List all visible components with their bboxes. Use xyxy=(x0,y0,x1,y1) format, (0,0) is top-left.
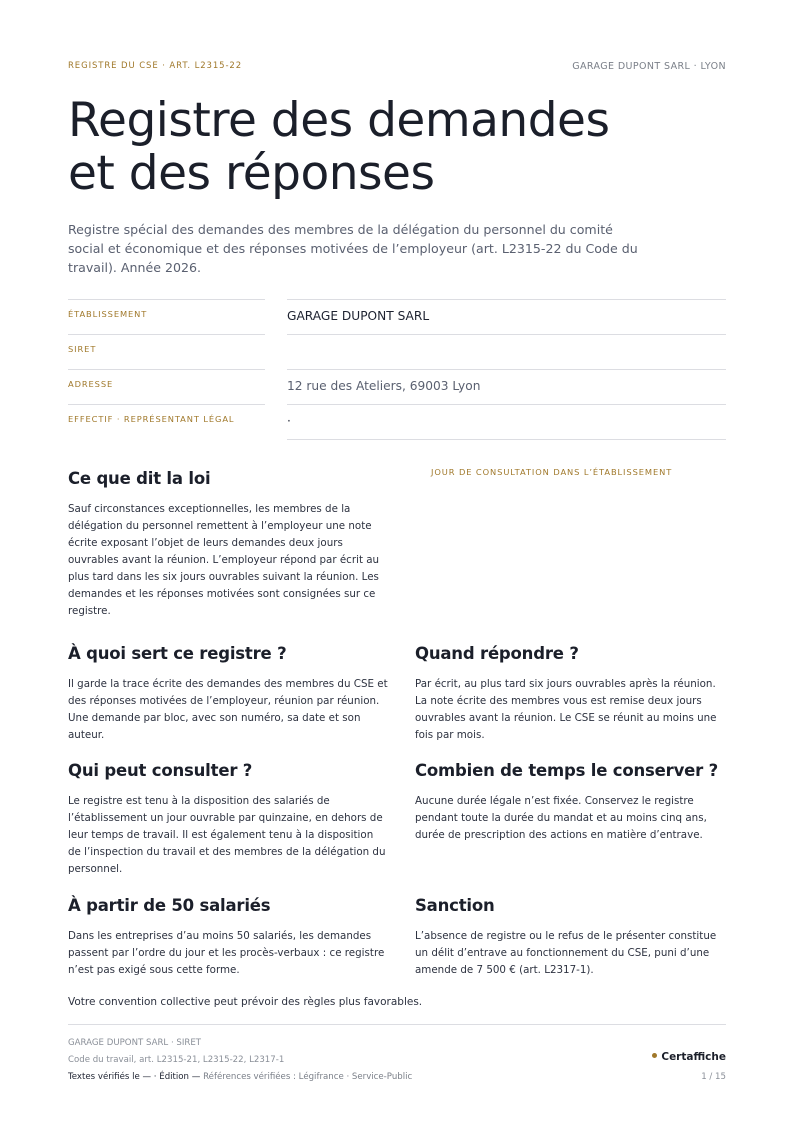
section-body: Par écrit, au plus tard six jours ouvrables après la réunion. La note écrite des membres vous est remise deux jours ouvrables avant la réunion. Le CSE se réunit au moins une fois par mois. xyxy=(415,678,717,741)
field-value: 12 rue des Ateliers, 69003 Lyon xyxy=(287,369,726,404)
title-line-2: et des réponses xyxy=(68,146,435,201)
page-footer xyxy=(68,1024,726,1082)
footer-verified: Textes vérifiés le — · Édition — xyxy=(68,1072,201,1082)
section-body: Aucune durée légale n’est fixée. Conservez le registre pendant toute la durée du mandat et au moins cinq ans, durée de prescription des actions en matière d’entrave. xyxy=(415,795,707,841)
section-duree xyxy=(415,760,726,844)
field-divider xyxy=(287,439,726,440)
field-label: SIRET xyxy=(68,334,265,369)
footer-articles: Code du travail, art. L2315-21, L2315-22, L2317-1 xyxy=(68,1055,285,1065)
convention-note: Votre convention collective peut prévoir des règles plus favorables. xyxy=(68,996,423,1008)
establishment-fields xyxy=(68,299,726,439)
section-body: Le registre est tenu à la disposition des salariés de l’établissement un jour ouvrable par quinzaine, en dehors de leur temps de travail. Il est également tenu à la disposition de l’inspection du travail et des membres de la délégation du personnel. xyxy=(68,795,386,875)
page-title xyxy=(68,94,726,200)
section-quand xyxy=(415,643,726,744)
section-title: À partir de 50 salariés xyxy=(68,896,271,915)
section-body: L’absence de registre ou le refus de le présenter constitue un délit d’entrave au fonctionnement du CSE, puni d’une amende de 7 500 € (art. L2317-1). xyxy=(415,930,717,976)
section-body: Il garde la trace écrite des demandes des membres du CSE et des réponses motivées de l’employeur, réunion par réunion. Une demande par bloc, avec son numéro, sa date et son auteur. xyxy=(68,678,388,741)
footer-references: Références vérifiées : Légifrance · Service-Public xyxy=(203,1072,413,1082)
company-header: GARAGE DUPONT SARL · LYON xyxy=(572,61,726,72)
section-title: Quand répondre ? xyxy=(415,644,579,663)
page-number: 1 / 15 xyxy=(701,1072,726,1082)
brand-name: Certaffiche xyxy=(661,1051,726,1063)
field-row-etablissement xyxy=(68,299,726,334)
field-value xyxy=(287,334,726,369)
section-title: Ce que dit la loi xyxy=(68,469,211,488)
field-label: ÉTABLISSEMENT xyxy=(68,299,265,334)
section-body: Sauf circonstances exceptionnelles, les membres de la délégation du personnel remettent à l’employeur une note écrite exposant l’objet de leurs demandes deux jours ouvrables avant la réunion. L’employeur répond par écrit au plus tard dans les six jours ouvrables suivant la réunion. Les demandes et les réponses motivées sont consignées sur ce registre. xyxy=(68,503,380,617)
section-title: Qui peut consulter ? xyxy=(68,761,253,780)
section-loi xyxy=(68,468,388,620)
document-page xyxy=(68,0,726,1123)
section-title: À quoi sert ce registre ? xyxy=(68,644,287,663)
field-row-adresse xyxy=(68,369,726,404)
field-label: EFFECTIF · REPRÉSENTANT LÉGAL xyxy=(68,404,265,439)
field-row-effectif xyxy=(68,404,726,439)
footer-company: GARAGE DUPONT SARL · SIRET xyxy=(68,1038,202,1048)
section-cinquante xyxy=(68,895,388,979)
field-value: GARAGE DUPONT SARL xyxy=(287,299,726,334)
section-sanction xyxy=(415,895,726,979)
field-value: · xyxy=(287,404,726,439)
header-bar xyxy=(68,61,726,75)
field-row-siret xyxy=(68,334,726,369)
register-kicker: REGISTRE DU CSE · ART. L2315-22 xyxy=(68,61,243,71)
section-title: Combien de temps le conserver ? xyxy=(415,761,718,780)
brand-dot-icon xyxy=(652,1053,657,1058)
section-title: Sanction xyxy=(415,896,495,915)
section-qui xyxy=(68,760,388,878)
title-line-1: Registre des demandes xyxy=(68,93,610,148)
section-body: Dans les entreprises d’au moins 50 salariés, les demandes passent par l’ordre du jour et les procès-verbaux : ce registre n’est pas exigé sous cette forme. xyxy=(68,930,385,976)
field-label: ADRESSE xyxy=(68,369,265,404)
footer-verification xyxy=(68,1072,412,1082)
section-usage xyxy=(68,643,388,744)
footer-brand xyxy=(652,1051,726,1063)
consultation-day-label: JOUR DE CONSULTATION DANS L’ÉTABLISSEMENT xyxy=(431,467,673,477)
intro-text: Registre spécial des demandes des membres de la délégation du personnel du comité social et économique et des réponses motivées de l’employeur (art. L2315-22 du Code du travail). Année 2026. xyxy=(68,222,638,275)
